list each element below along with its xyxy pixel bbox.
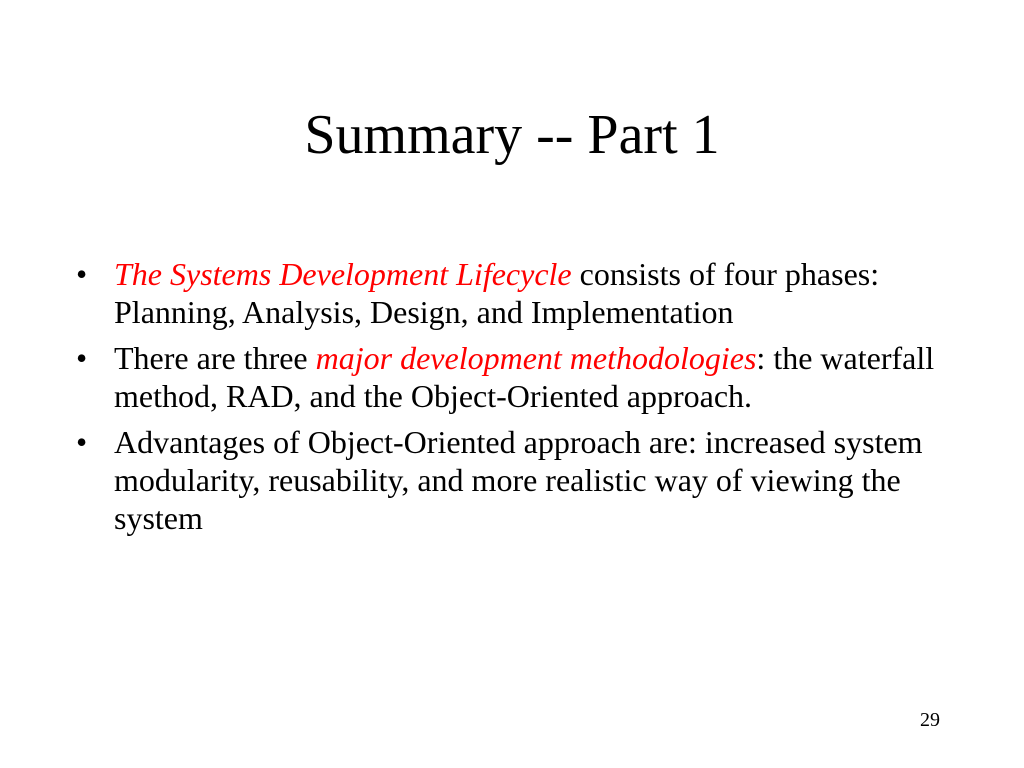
bullet-item-methodologies (76, 339, 966, 415)
bullet-text: Advantages of Object-Oriented approach are: increased system modularity, reusability, and more realistic way of viewing the system (114, 424, 923, 536)
highlight-term: The Systems Development Lifecycle (114, 256, 572, 292)
bullet-icon: • (76, 256, 88, 292)
bullet-text: consists of four phases: Planning, Analysis, Design, and Implementation (114, 256, 880, 330)
highlight-term: major development methodologies (315, 340, 757, 376)
bullet-item-advantages (76, 423, 966, 537)
slide-title: Summary -- Part 1 (304, 104, 720, 166)
page-number: 29 (920, 709, 940, 731)
bullet-icon: • (76, 424, 88, 460)
bullet-icon: • (76, 340, 88, 376)
bullet-prefix: There are three (114, 340, 316, 376)
bullet-item-lifecycle (76, 255, 966, 331)
bullet-text: : the waterfall method, RAD, and the Object-Oriented approach. (114, 340, 935, 414)
bullet-list (76, 255, 966, 545)
